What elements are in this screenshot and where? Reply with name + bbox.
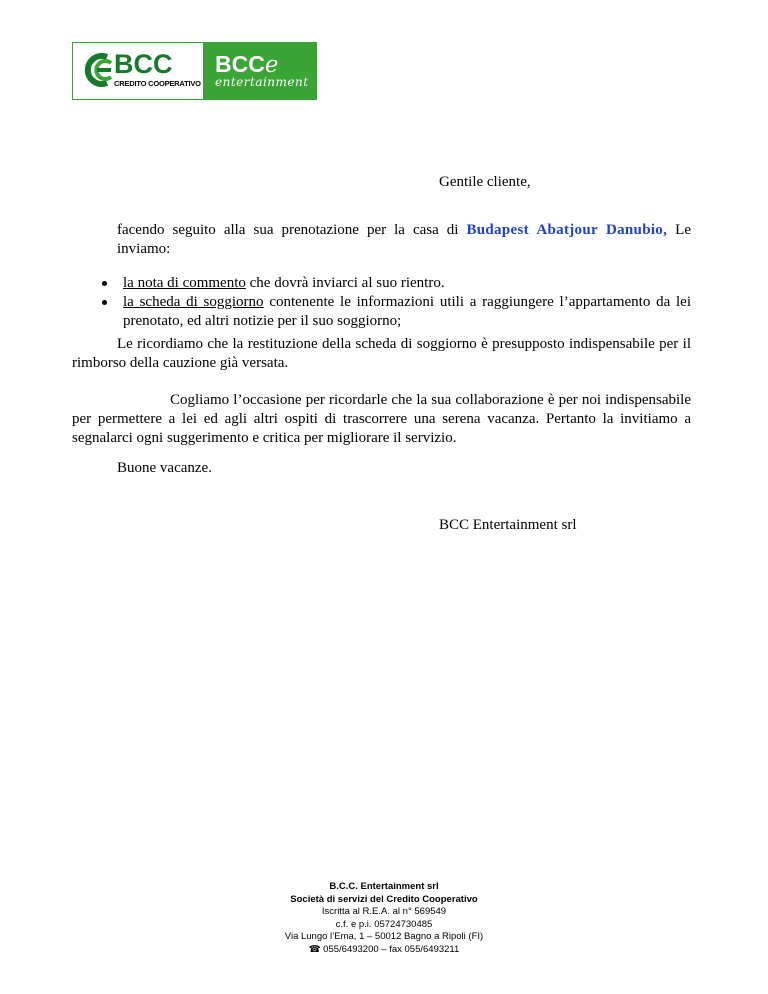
- footer-tagline: Società di servizi del Credito Cooperativo: [290, 893, 478, 905]
- documents-list: [100, 274, 691, 331]
- logo-bcce-e: e: [264, 52, 279, 78]
- footer: [234, 881, 534, 956]
- logo-credito-cooperativo: CREDITO COOPERATIVO: [114, 79, 201, 88]
- list-item: [100, 274, 691, 293]
- bullet-icon: [102, 300, 107, 305]
- list-item: [100, 293, 691, 331]
- footer-address: Via Lungo l’Ema, 1 – 50012 Bagno a Ripoli (FI): [284, 931, 484, 942]
- footer-phone: 055/6493200 – fax 055/6493211: [320, 943, 460, 955]
- intro-before: facendo seguito alla sua prenotazione per la casa di: [117, 222, 467, 238]
- intro-after: Le inviamo:: [117, 222, 691, 257]
- list-item-text: che dovrà inviarci al suo rientro.: [245, 275, 445, 291]
- reminder-paragraph: Le ricordiamo che la restituzione della scheda di soggiorno è presupposto indispensabile per il rimborso della cauzione già versata.: [72, 336, 691, 371]
- property-name: Budapest Abatjour Danubio,: [466, 222, 668, 238]
- collaboration-paragraph: Cogliamo l’occasione per ricordarle che la sua collaborazione è per noi indispensabile per permettere a lei ed agli altri ospiti di trascorrere una serena vacanza. Pertanto la invitiamo a segnalarci ogni suggerimento e critica per migliorare il servizio.: [72, 392, 691, 446]
- bcc-mark-icon: [83, 51, 117, 89]
- intro-paragraph: [117, 221, 691, 259]
- logo-bcc-panel: [73, 43, 203, 99]
- footer-tax: c.f. e p.i. 05724730485: [335, 918, 433, 930]
- bullet-icon: [102, 281, 107, 286]
- phone-icon: ☎: [308, 943, 321, 955]
- nota-di-commento-link[interactable]: la nota di commento: [123, 275, 246, 291]
- footer-rea: Iscritta al R.E.A. al n° 569549: [321, 906, 447, 917]
- greeting: Gentile cliente,: [439, 174, 531, 190]
- logo-bcc-text: BCC: [114, 49, 173, 79]
- logo-entertainment: entertainment: [215, 75, 309, 89]
- logo-bcce-text: [215, 53, 278, 77]
- footer-company: B.C.C. Entertainment srl: [329, 881, 439, 892]
- logo-bcce-panel: [203, 43, 316, 99]
- company-logo: [72, 42, 317, 100]
- footer-contacts: [234, 944, 534, 957]
- list-item-text: contenente le informazioni utili a raggiungere l’appartamento da lei prenotato, ed altri notizie per il suo soggiorno;: [123, 294, 691, 329]
- closing: Buone vacanze.: [117, 460, 212, 476]
- logo-bcce-main: BCC: [215, 51, 265, 77]
- signature: BCC Entertainment srl: [439, 517, 577, 533]
- scheda-di-soggiorno-link[interactable]: la scheda di soggiorno: [123, 294, 264, 310]
